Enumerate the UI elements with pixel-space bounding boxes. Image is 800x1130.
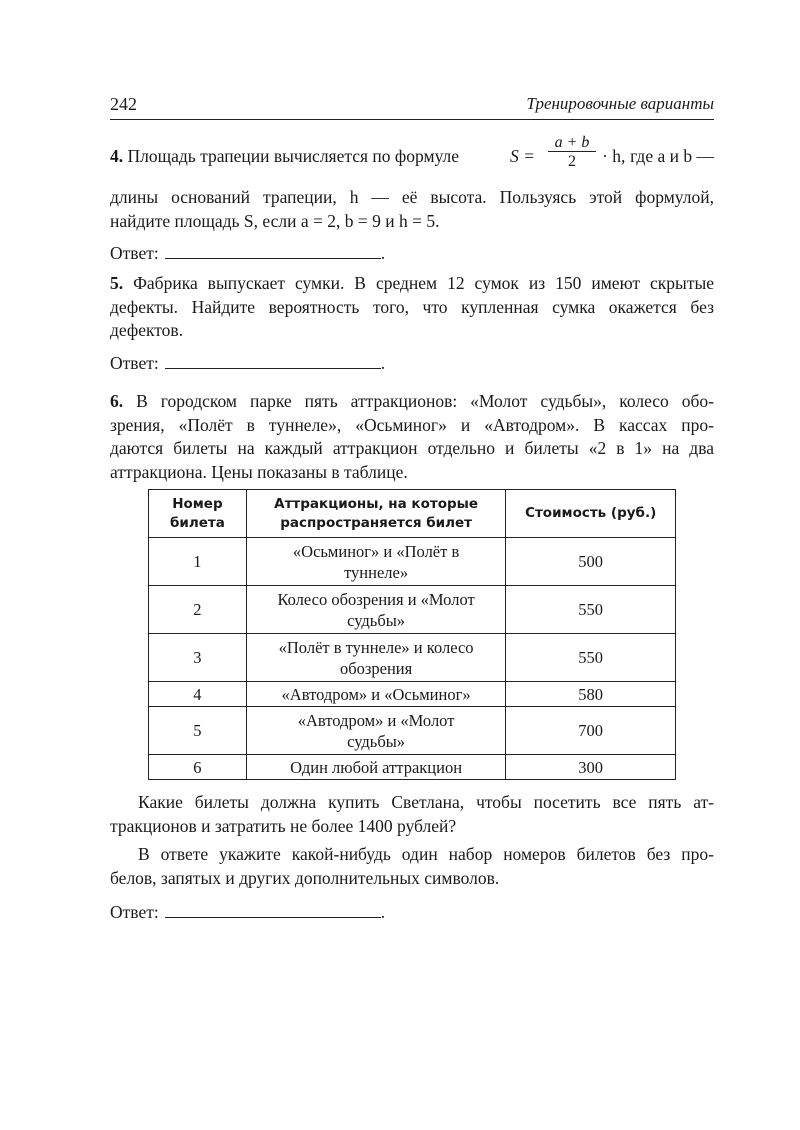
ticket-number-cell: 6 (149, 755, 247, 780)
formula-fraction (548, 134, 596, 172)
task-4-line-2: длины оснований трапеции, h — её высота. Пользуясь этой формулой, (110, 187, 714, 207)
header-rides (246, 490, 506, 538)
task-4-text-before-formula: Площадь трапеции вычисляется по формуле (127, 146, 460, 166)
table-header-row (149, 490, 676, 538)
price-cell: 550 (506, 634, 676, 682)
price-cell: 500 (506, 538, 676, 586)
rides-line-1: «Полёт в туннеле» и колесо (278, 637, 474, 657)
task-5-line-2: дефекты. Найдите вероятность того, что купленная сумка окажется без (110, 296, 714, 317)
task-4 (110, 134, 714, 265)
table-row (149, 755, 676, 780)
task-4-number: 4. (110, 146, 124, 166)
task-5-number: 5. (110, 273, 124, 293)
task-6-instruction (110, 843, 714, 924)
task-4-text-after-formula: где a и b — (630, 146, 714, 166)
table-row (149, 682, 676, 707)
task-5-answer (110, 351, 714, 375)
running-header (110, 94, 714, 120)
answer-blank-line[interactable] (165, 902, 381, 918)
task-6-answer (110, 900, 714, 924)
answer-end-period: . (380, 352, 386, 373)
rides-cell (246, 538, 506, 586)
formula-lhs: S = (510, 146, 535, 166)
task-6-question (110, 791, 714, 838)
header-rides-line-1: Аттракционы, на которые (274, 495, 478, 512)
task-6-line-1-text: В городском парке пять аттракционов: «Молот судьбы», колесо обо- (136, 391, 714, 411)
header-rides-line-2: распространяется билет (280, 514, 472, 531)
rides-line-2: судьбы» (347, 731, 406, 751)
answer-end-period: . (380, 902, 386, 922)
header-ticket-number-line-2: билета (169, 514, 225, 531)
header-price: Стоимость (руб.) (506, 490, 676, 538)
answer-label: Ответ: (110, 902, 159, 922)
price-cell: 300 (506, 755, 676, 780)
task-6-line-2: зрения, «Полёт в туннеле», «Осьминог» и «Автодром». В кассах про- (110, 414, 714, 435)
task-6-question-line-2: тракционов и затратить не более 1400 рублей? (110, 815, 457, 836)
answer-label: Ответ: (110, 352, 159, 373)
task-4-answer (110, 241, 714, 265)
rides-line-2: обозрения (339, 658, 413, 678)
ticket-number-cell: 4 (149, 682, 247, 707)
price-cell: 700 (506, 707, 676, 755)
rides-line-2: туннеле» (344, 562, 409, 582)
task-5-line-1 (110, 272, 714, 296)
task-6-line-1 (110, 390, 714, 414)
task-6-line-4: аттракциона. Цены показаны в таблице. (110, 461, 408, 482)
rides-line-1: Колесо обозрения и «Молот (277, 589, 475, 609)
price-cell: 550 (506, 586, 676, 634)
table-row (149, 707, 676, 755)
rides-cell (246, 634, 506, 682)
answer-end-period: . (380, 243, 386, 263)
task-6-instruction-line-1: В ответе укажите какой-нибудь один набор номеров билетов без про- (138, 844, 714, 864)
ticket-number-cell: 5 (149, 707, 247, 755)
rides-cell: «Автодром» и «Осьминог» (246, 682, 506, 707)
rides-cell (246, 707, 506, 755)
task-4-line-3: найдите площадь S, если a = 2, b = 9 и h = 5. (110, 210, 440, 231)
rides-cell (246, 586, 506, 634)
price-cell: 580 (506, 682, 676, 707)
table-row (149, 634, 676, 682)
rides-line-1: «Автодром» и «Молот (297, 710, 455, 730)
page-number: 242 (110, 94, 137, 114)
task-4-formula-line (110, 134, 714, 180)
task-5 (110, 272, 714, 375)
task-6-line-3: даются билеты на каждый аттракцион отдельно и билеты «2 в 1» на два (110, 438, 714, 458)
rides-cell: Один любой аттракцион (246, 755, 506, 780)
rides-line-1: «Осьминог» и «Полёт в (292, 541, 460, 561)
task-5-line-1-text: Фабрика выпускает сумки. В среднем 12 сумок из 150 имеют скрытые (133, 273, 714, 293)
answer-label: Ответ: (110, 243, 159, 263)
task-5-line-3: дефектов. (110, 320, 184, 340)
ticket-prices-table (148, 489, 676, 780)
answer-blank-line[interactable] (165, 243, 381, 259)
fraction-numerator: a + b (548, 134, 596, 152)
header-ticket-number (149, 490, 247, 538)
task-6-instruction-line-2: белов, запятых и других дополнительных символов. (110, 867, 500, 888)
table-row (149, 586, 676, 634)
task-6-number: 6. (110, 391, 124, 411)
ticket-number-cell: 2 (149, 586, 247, 634)
formula-rhs: · h, (602, 146, 626, 166)
section-title: Тренировочные варианты (526, 94, 714, 113)
task-6 (110, 390, 714, 484)
header-ticket-number-line-1: Номер (172, 495, 223, 512)
answer-blank-line[interactable] (165, 353, 381, 369)
rides-line-2: судьбы» (347, 610, 406, 630)
table-row (149, 538, 676, 586)
ticket-number-cell: 1 (149, 538, 247, 586)
fraction-denominator: 2 (568, 153, 576, 170)
task-6-question-line-1: Какие билеты должна купить Светлана, чтобы посетить все пять ат- (138, 792, 714, 812)
ticket-number-cell: 3 (149, 634, 247, 682)
